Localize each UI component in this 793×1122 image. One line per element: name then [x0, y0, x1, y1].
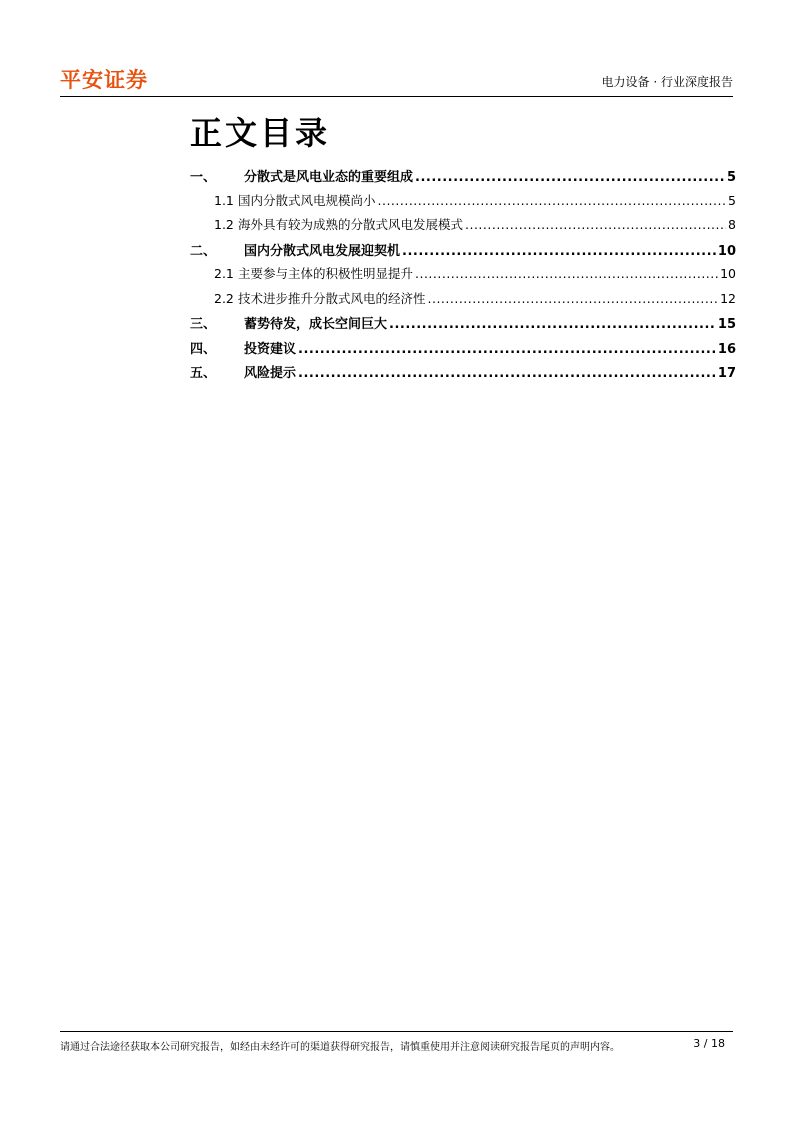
- toc-entry[interactable]: [190, 362, 736, 387]
- toc-entry-page: 12: [720, 290, 736, 306]
- toc-entry[interactable]: [190, 191, 736, 216]
- toc-leader-dots: [415, 266, 718, 281]
- header-divider: [60, 96, 733, 97]
- toc-entry-title: 国内分散式风电规模尚小: [238, 192, 376, 208]
- toc-entry[interactable]: [190, 166, 736, 191]
- toc-entry[interactable]: [190, 264, 736, 289]
- toc-entry-page: 8: [728, 217, 736, 232]
- page-title: 正文目录: [190, 114, 331, 152]
- toc-entry-title: 主要参与主体的积极性明显提升: [238, 266, 414, 281]
- toc-entry-number: 1.2: [214, 217, 234, 232]
- toc-entry-number: 二、: [190, 243, 217, 259]
- toc-leader-dots: [378, 193, 727, 208]
- footer-divider: [60, 1031, 733, 1032]
- toc-entry[interactable]: [190, 215, 736, 240]
- toc-leader-dots: [465, 217, 726, 232]
- toc-leader-dots: [402, 244, 716, 259]
- toc-entry-number: 三、: [190, 317, 217, 332]
- toc-entry-title: 技术进步推升分散式风电的经济性: [238, 290, 426, 306]
- toc-entry-title: 海外具有较为成熟的分散式风电发展模式: [238, 217, 464, 232]
- toc-entry-page: 5: [726, 170, 736, 185]
- table-of-contents: [190, 166, 736, 387]
- toc-entry-page: 10: [720, 266, 736, 281]
- toc-entry[interactable]: [190, 313, 736, 338]
- company-logo: 平安证券: [60, 68, 148, 92]
- toc-entry-title: 风险提示: [244, 366, 297, 381]
- footer-disclaimer: 请通过合法途径获取本公司研究报告，如经由未经许可的渠道获得研究报告，请慎重使用并注意阅读研究报告尾页的声明内容。: [60, 1042, 620, 1053]
- toc-entry-title: 国内分散式风电发展迎契机: [244, 243, 401, 259]
- toc-entry-page: 10: [717, 243, 736, 259]
- page-indicator: 3 / 18: [693, 1037, 725, 1050]
- toc-leader-dots: [415, 170, 725, 185]
- toc-leader-dots: [298, 342, 716, 357]
- toc-leader-dots: [389, 317, 716, 332]
- toc-entry-number: 五、: [190, 366, 217, 381]
- toc-entry-number: 四、: [190, 341, 217, 357]
- toc-entry-number: 1.1: [214, 192, 234, 208]
- toc-entry-title: 蓄势待发，成长空间巨大: [244, 317, 388, 332]
- toc-entry[interactable]: [190, 338, 736, 363]
- toc-entry[interactable]: [190, 240, 736, 265]
- toc-entry-page: 16: [717, 341, 736, 357]
- toc-entry-title: 分散式是风电业态的重要组成: [244, 170, 414, 185]
- toc-entry-page: 17: [717, 366, 736, 381]
- toc-entry[interactable]: [190, 289, 736, 314]
- toc-entry-number: 2.1: [214, 266, 234, 281]
- report-category: 电力设备 · 行业深度报告: [601, 75, 733, 89]
- toc-leader-dots: [298, 366, 716, 381]
- toc-entry-number: 2.2: [214, 290, 234, 306]
- toc-entry-page: 5: [728, 192, 736, 208]
- toc-leader-dots: [428, 291, 719, 306]
- toc-entry-number: 一、: [190, 170, 217, 185]
- toc-entry-page: 15: [717, 317, 736, 332]
- toc-entry-title: 投资建议: [244, 341, 297, 357]
